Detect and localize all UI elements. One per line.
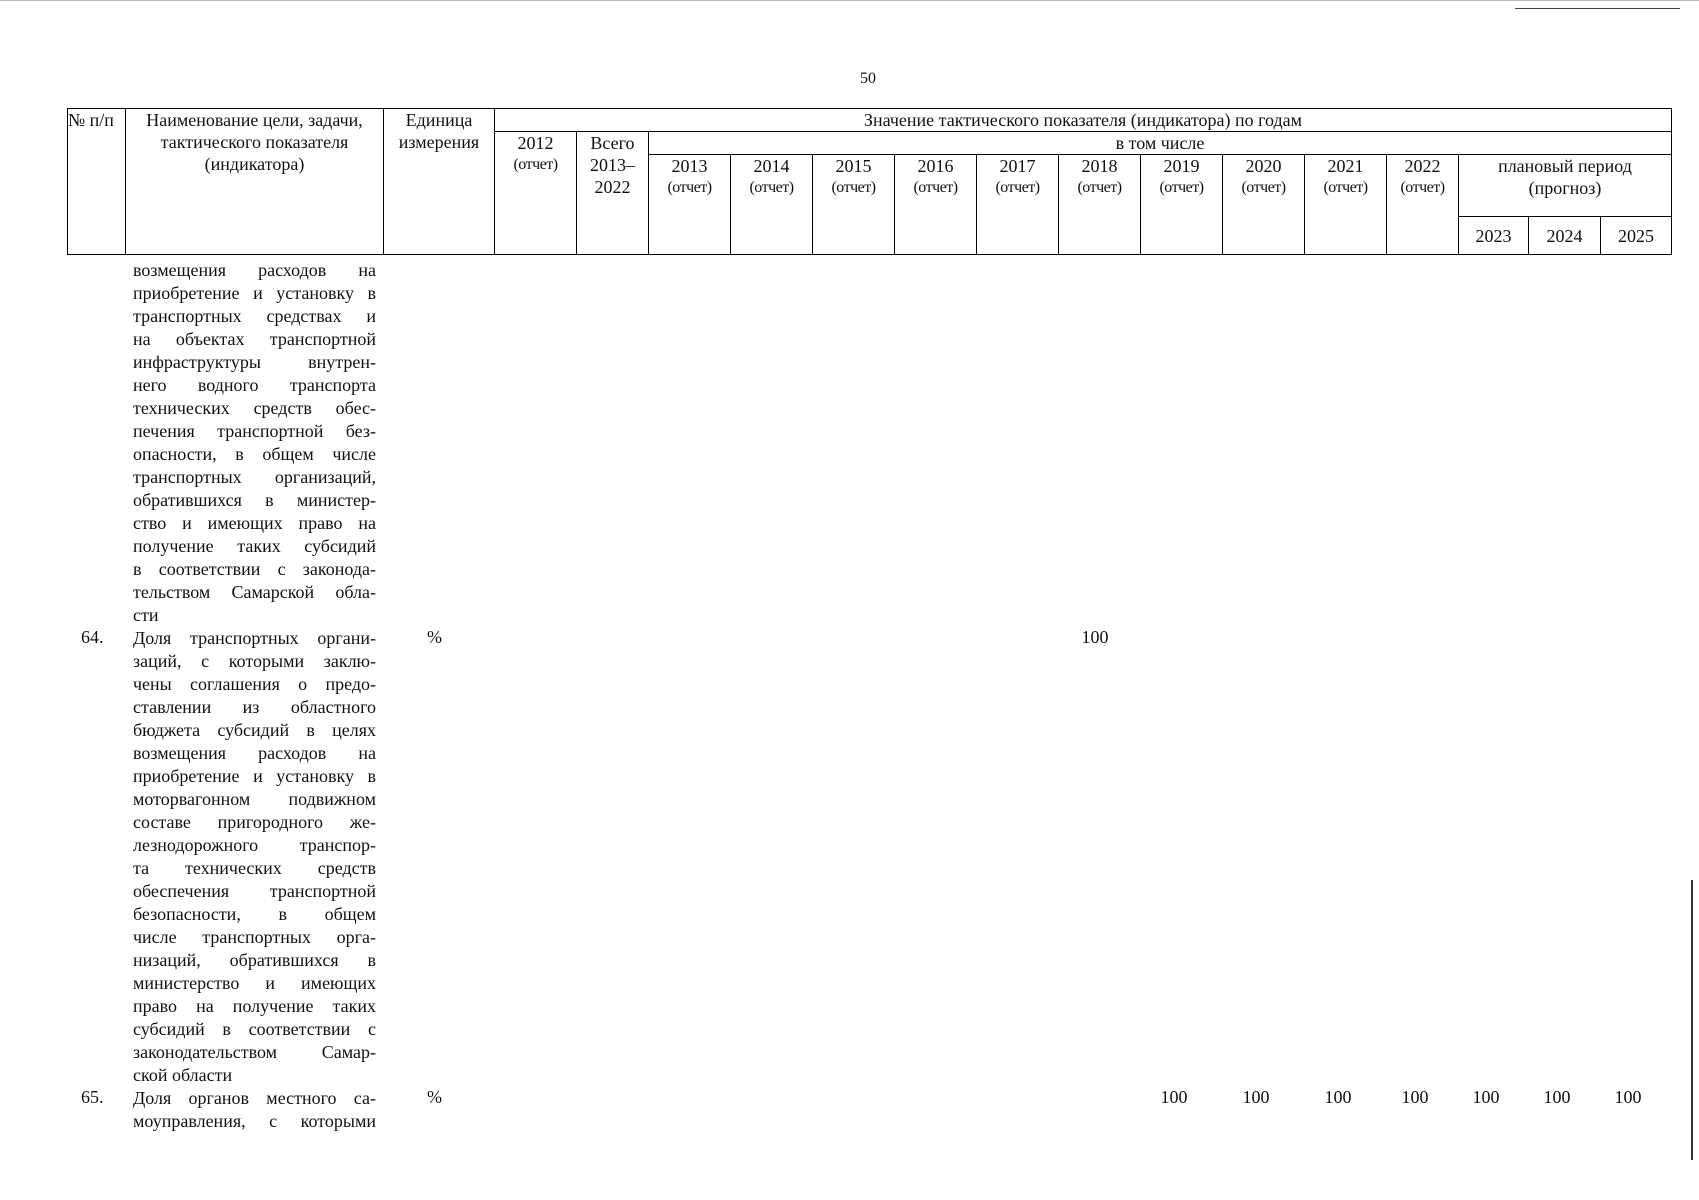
right-edge-mark — [1691, 880, 1693, 1160]
row-65-value-2021: 100 — [1324, 1087, 1352, 1107]
row-64-number: 64. — [81, 627, 104, 647]
header-plan-2024: 2024 — [1529, 217, 1601, 255]
row-65-value-2020: 100 — [1242, 1087, 1270, 1107]
page-number: 50 — [860, 70, 876, 87]
header-name: Наименование цели, задачи, тактического показателя (индикатора) — [126, 109, 384, 255]
row-65-number: 65. — [81, 1087, 104, 1107]
row-64-text: Доля транспортных органи- заций, с которыми заклю- чены соглашения о предо- ставлении из областного бюджета субсидий в целях возмещения расходов на приобретение и установку в моторвагонном подвижном составе пригородного же- лезнодорожного транспор- та технических средств обеспечения транспортной безопасности, в общем числе транспортных орга- низаций, обратившихся в министерство и имеющих право на получение таких субсидий в соответствии с законодательством Самар- ской области — [133, 628, 376, 1085]
row-65-value-2019: 100 — [1160, 1087, 1188, 1107]
table-header — [67, 108, 1672, 255]
header-values-title: Значение тактического показателя (индикатора) по годам — [495, 109, 1672, 132]
row-65-unit: % — [427, 1087, 442, 1107]
header-year-2021: 2021 (отчет) — [1305, 155, 1387, 255]
row-65-text: Доля органов местного са- моуправления, с которыми — [133, 1088, 376, 1131]
row-continuation-text: возмещения расходов на приобретение и установку в транспортных средствах и на объектах транспортной инфраструктуры внутрен- него водного транспорта технических средств обес- печения транспортной без- опасности, в общем числе транспортных организаций, обратившихся в министер- ство и имеющих право на получение таких субсидий в соответствии с законода- тельством Самарской обла- сти — [133, 260, 376, 625]
header-2012: 2012 (отчет) — [495, 132, 577, 255]
row-65-value-2023: 100 — [1472, 1087, 1500, 1107]
header-year-2019: 2019 (отчет) — [1141, 155, 1223, 255]
header-plan-period: плановый период (прогноз) — [1459, 155, 1672, 217]
header-year-2013: 2013 (отчет) — [649, 155, 731, 255]
header-year-2014: 2014 (отчет) — [731, 155, 813, 255]
top-scan-line — [0, 0, 1699, 1]
header-year-2015: 2015 (отчет) — [813, 155, 895, 255]
header-plan-2025: 2025 — [1601, 217, 1672, 255]
row-64-unit: % — [427, 627, 442, 647]
header-plan-2023: 2023 — [1459, 217, 1529, 255]
header-year-2022: 2022 (отчет) — [1387, 155, 1459, 255]
header-including: в том числе — [649, 132, 1672, 155]
header-year-2017: 2017 (отчет) — [977, 155, 1059, 255]
row-65-value-2022: 100 — [1401, 1087, 1429, 1107]
header-year-2020: 2020 (отчет) — [1223, 155, 1305, 255]
header-total: Всего 2013– 2022 — [577, 132, 649, 255]
corner-rule — [1515, 8, 1680, 9]
header-year-2016: 2016 (отчет) — [895, 155, 977, 255]
row-65-value-2024: 100 — [1543, 1087, 1571, 1107]
header-num: № п/п — [68, 109, 126, 255]
row-65-value-2025: 100 — [1614, 1087, 1642, 1107]
header-unit: Единица измерения — [384, 109, 495, 255]
header-year-2018: 2018 (отчет) — [1059, 155, 1141, 255]
row-64-value-2018: 100 — [1081, 627, 1109, 647]
